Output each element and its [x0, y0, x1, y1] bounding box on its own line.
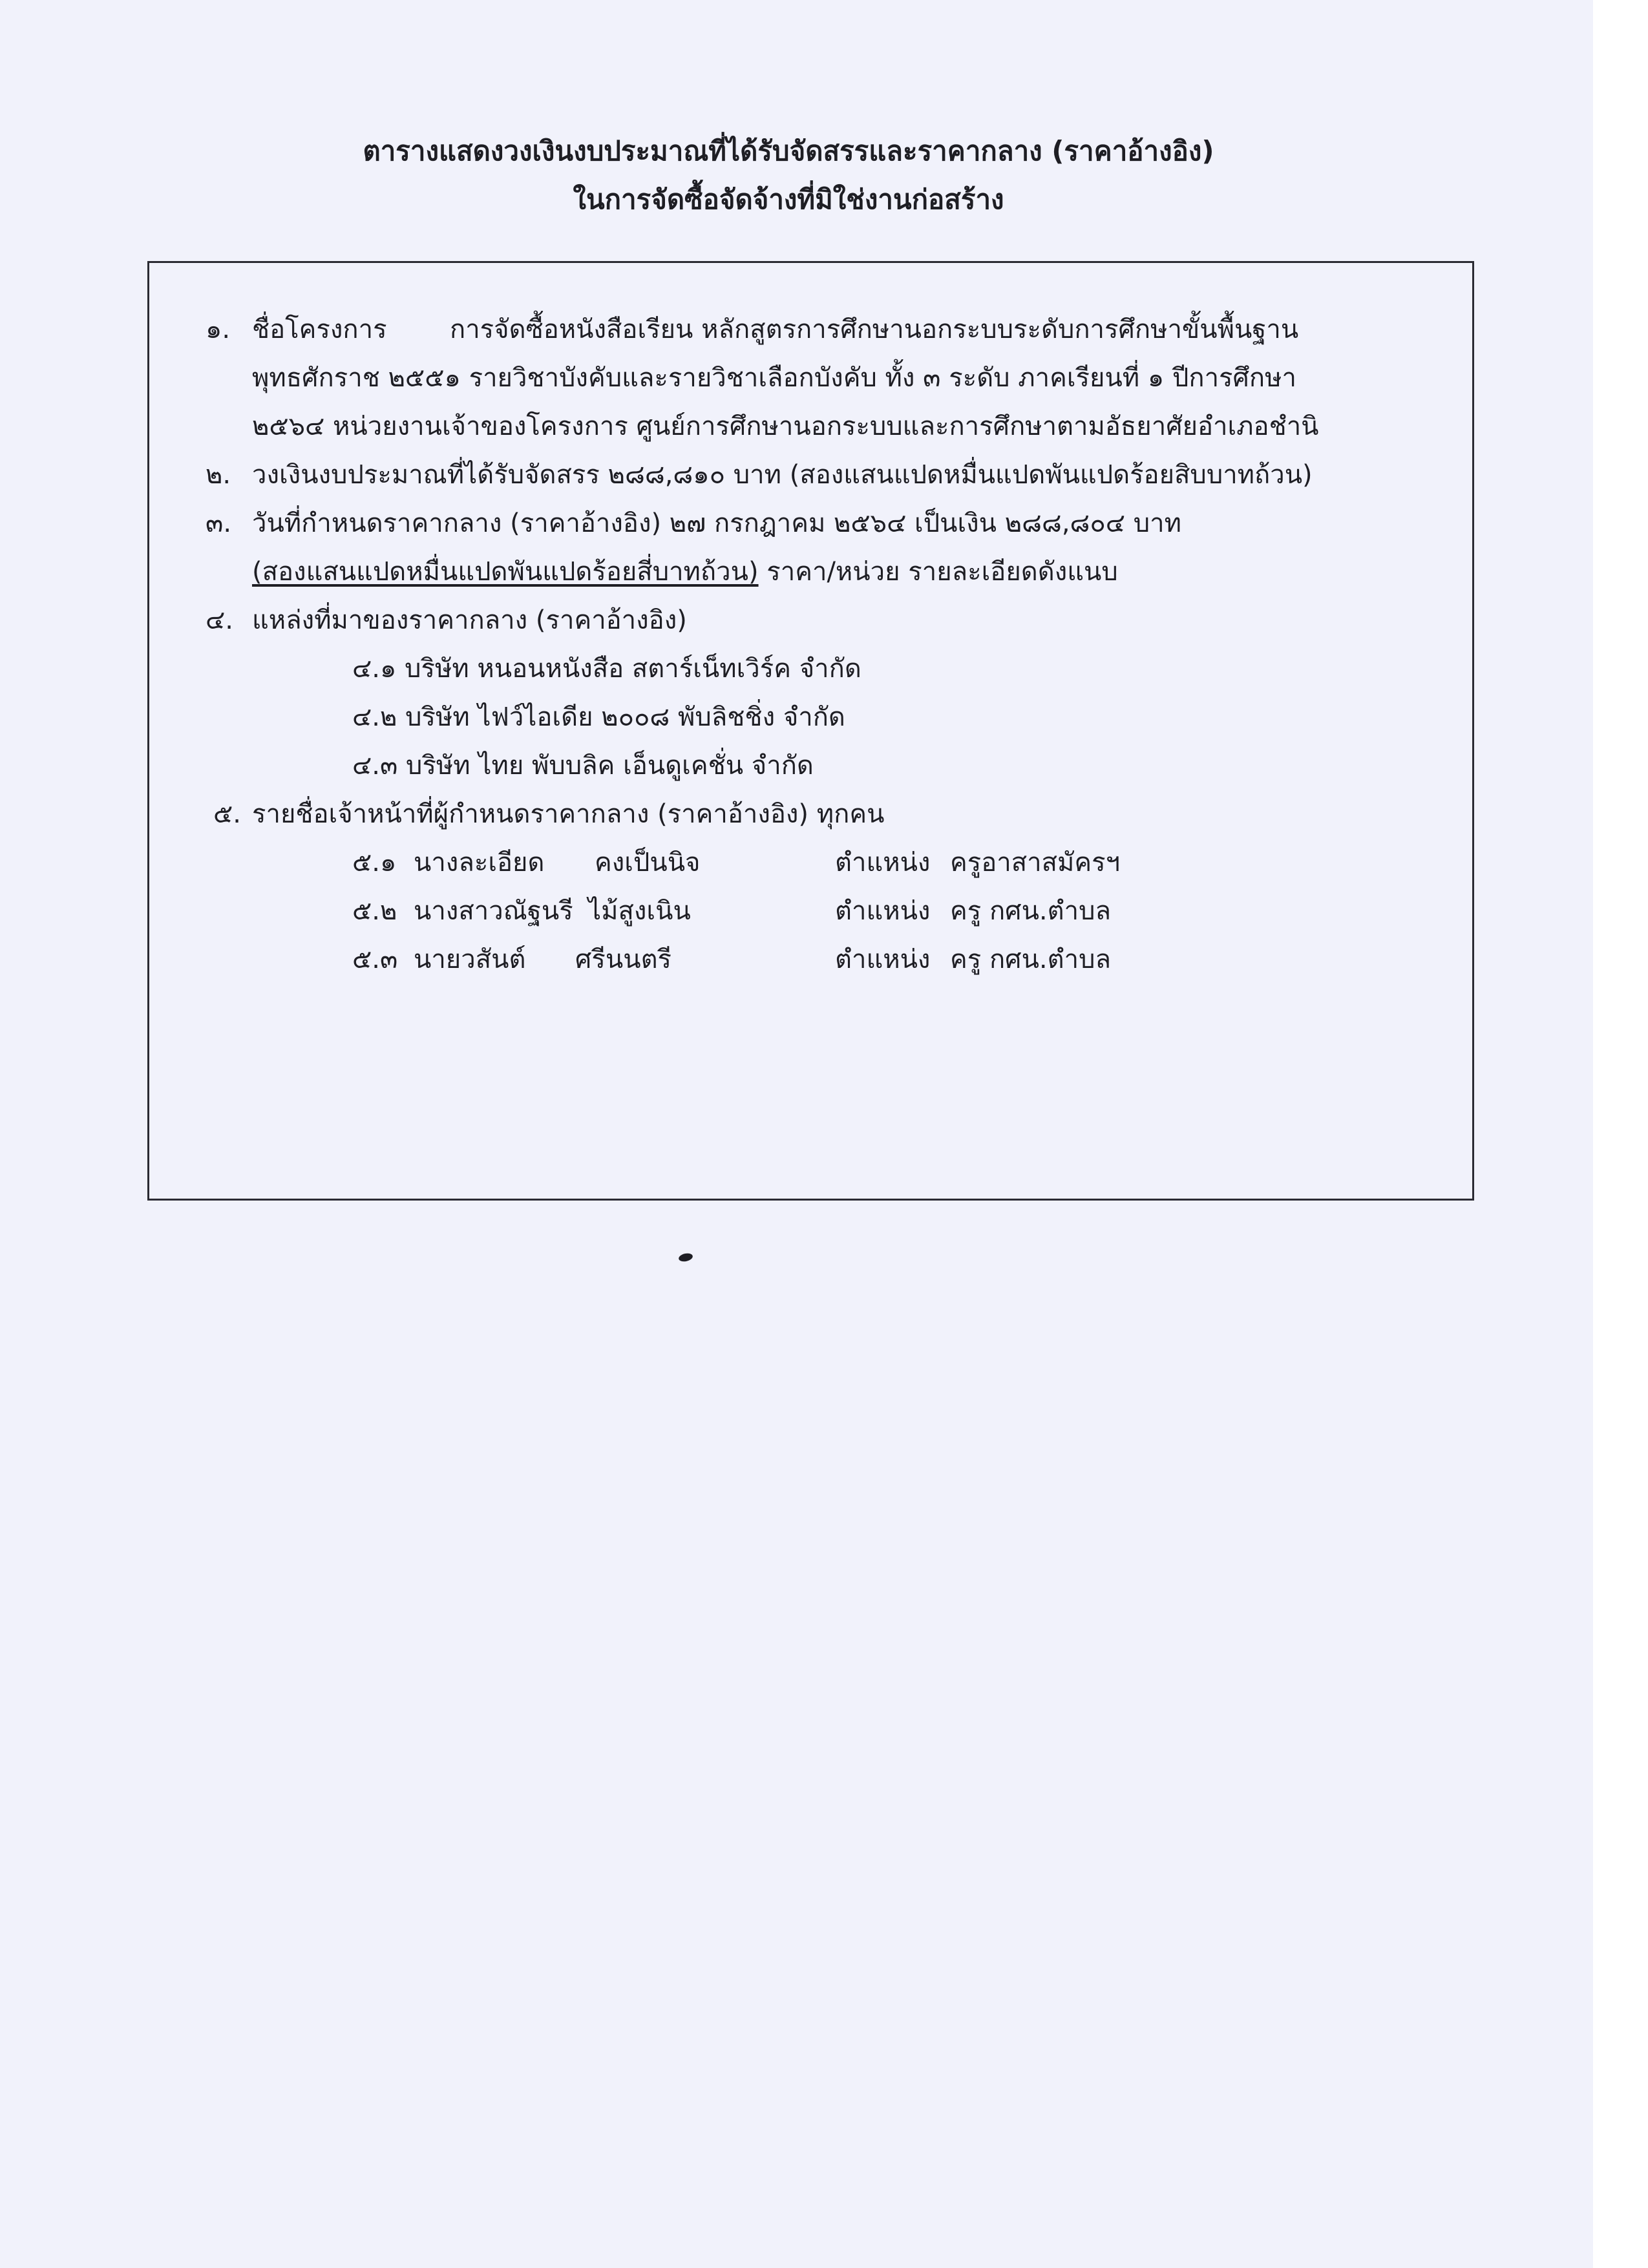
reference-price-line-2 — [252, 552, 1118, 591]
item-number: ๒. — [206, 460, 231, 490]
officer-number: ๕.๒ — [352, 896, 397, 926]
item-number: ๕. — [213, 799, 241, 829]
officer-first-name: นางสาวณัฐนรี — [414, 896, 573, 926]
officer-first-name: นางละเอียด — [414, 848, 545, 877]
officer-position: ครูอาสาสมัครฯ — [950, 848, 1121, 877]
officer-first-name: นายวสันต์ — [414, 945, 526, 974]
item-number: ๑. — [206, 315, 231, 344]
price-detail-note: ราคา/หน่วย รายละเอียดดังแนบ — [758, 557, 1118, 587]
project-name: การจัดซื้อหนังสือเรียน หลักสูตรการศึกษานอกระบบระดับการศึกษาขั้นพื้นฐาน — [450, 315, 1299, 344]
item-3 — [206, 504, 1181, 543]
officer-last-name: ศรีนนตรี — [575, 945, 672, 974]
officer-last-name: คงเป็นนิจ — [595, 848, 701, 877]
ink-spot — [678, 1252, 693, 1263]
officer-position-label: ตำแหน่ง — [835, 896, 931, 926]
price-source-1: ๔.๑ บริษัท หนอนหนังสือ สตาร์เน็ทเวิร์ค จำกัด — [352, 654, 861, 684]
officer-position-label: ตำแหน่ง — [835, 848, 931, 877]
officer-last-name: ไม้สูงเนิน — [588, 896, 691, 926]
officers-heading: รายชื่อเจ้าหน้าที่ผู้กำหนดราคากลาง (ราคาอ้างอิง) ทุกคน — [252, 799, 885, 829]
scan-edge — [1593, 0, 1648, 2268]
item-number: ๓. — [206, 509, 232, 538]
project-label: ชื่อโครงการ — [252, 315, 387, 344]
officer-number: ๕.๑ — [352, 848, 397, 877]
price-source-3: ๔.๓ บริษัท ไทย พับบลิค เอ็นดูเคชั่น จำกัด — [352, 751, 814, 781]
document-title-line-1: ตารางแสดงวงเงินงบประมาณที่ได้รับจัดสรรและราคากลาง (ราคาอ้างอิง) — [363, 135, 1214, 167]
item-2 — [206, 456, 1313, 494]
budget-text: วงเงินงบประมาณที่ได้รับจัดสรร ๒๘๘,๘๑๐ บาท (สองแสนแปดหมื่นแปดพันแปดร้อยสิบบาทถ้วน) — [252, 460, 1313, 490]
item-4 — [206, 601, 687, 640]
officer-position-label: ตำแหน่ง — [835, 945, 931, 974]
project-line-2: พุทธศักราช ๒๕๕๑ รายวิชาบังคับและรายวิชาเลือกบังคับ ทั้ง ๓ ระดับ ภาคเรียนที่ ๑ ปีการศึกษา — [252, 363, 1296, 393]
price-source-2: ๔.๒ บริษัท ไฟว์ไอเดีย ๒๐๐๘ พับลิชชิ่ง จำกัด — [352, 702, 845, 732]
officer-number: ๕.๓ — [352, 945, 398, 974]
item-5 — [213, 795, 884, 834]
project-line-3: ๒๕๖๔ หน่วยงานเจ้าของโครงการ ศูนย์การศึกษานอกระบบและการศึกษาตามอัธยาศัยอำเภอชำนิ — [252, 412, 1319, 441]
reference-price-text: วันที่กำหนดราคากลาง (ราคาอ้างอิง) ๒๗ กรกฎาคม ๒๕๖๔ เป็นเงิน ๒๘๘,๘๐๔ บาท — [252, 509, 1182, 538]
document-title-line-2: ในการจัดซื้อจัดจ้างที่มิใช่งานก่อสร้าง — [573, 184, 1004, 215]
officer-position: ครู กศน.ตำบล — [950, 896, 1111, 926]
item-number: ๔. — [206, 605, 233, 635]
item-1 — [206, 310, 1298, 349]
price-source-heading: แหล่งที่มาของราคากลาง (ราคาอ้างอิง) — [252, 605, 687, 635]
officer-position: ครู กศน.ตำบล — [950, 945, 1111, 974]
amount-in-words: (สองแสนแปดหมื่นแปดพันแปดร้อยสี่บาทถ้วน) — [252, 557, 759, 587]
